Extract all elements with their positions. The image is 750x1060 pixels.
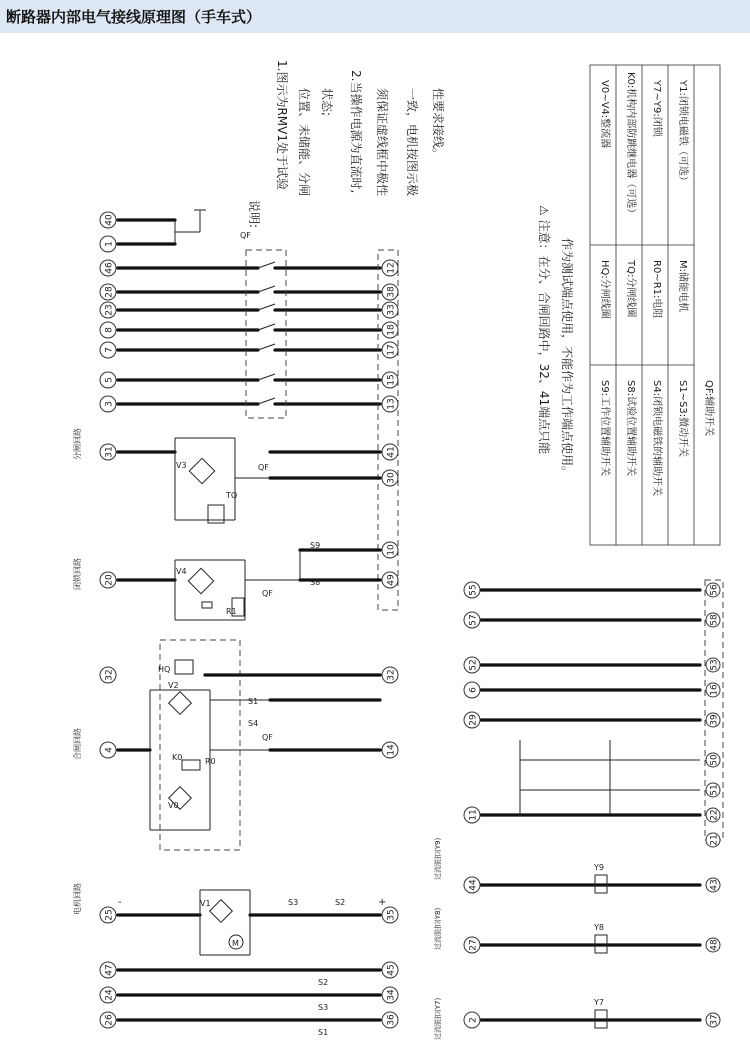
terminal-label: 26 <box>104 1014 115 1026</box>
terminal-label: 45 <box>386 964 397 976</box>
notes-line: 性要求接线。 <box>431 88 445 161</box>
terminal-label: 56 <box>709 584 720 596</box>
legend-cell: S9:工作位置辅助开关 <box>599 380 610 477</box>
terminal-label: 6 <box>468 687 479 693</box>
label-HQ: HQ <box>158 665 171 674</box>
terminal-label: 29 <box>468 714 479 726</box>
bottom-bus-lines <box>118 970 380 1020</box>
label-QF: QF <box>240 231 251 240</box>
terminal-label: 24 <box>104 989 115 1001</box>
terminal-label: 7 <box>104 347 115 353</box>
terminal-label: 35 <box>386 909 397 921</box>
legend-cell: HQ:分闸线圈 <box>599 260 610 319</box>
terminal-label: 31 <box>104 446 115 458</box>
terminal-label: 25 <box>104 909 115 921</box>
legend-cell: R0~R1:电阻 <box>651 260 662 319</box>
terminal-label: 46 <box>104 262 115 274</box>
terminal-label: 21 <box>709 834 720 846</box>
notes-line: 位置、未储能、分闸 <box>297 88 311 197</box>
terminal-label: 57 <box>468 614 479 626</box>
terminal-label: 50 <box>709 754 720 766</box>
label-R1: R1 <box>226 607 237 616</box>
label-QF-open: QF <box>258 463 269 472</box>
label-K0: K0 <box>172 753 183 762</box>
label-motor-circuit: 电机回路 <box>73 883 82 915</box>
label-lock-circuit: 闭锁回路 <box>73 558 82 590</box>
label-V2: V2 <box>168 681 179 690</box>
label-S1b: S1 <box>318 1028 329 1037</box>
label-S3: S3 <box>288 898 299 907</box>
terminal-label: 43 <box>709 879 720 891</box>
label-S8: S8 <box>310 578 321 587</box>
terminal-label: 32 <box>104 669 115 681</box>
terminal-label: 32 <box>386 669 397 681</box>
label-over-Y9: 过流脱扣(Y9) <box>434 837 442 880</box>
terminal-label: 58 <box>709 614 720 626</box>
terminal-label: 22 <box>709 809 720 821</box>
legend-cell: S1~S3:微动开关 <box>677 380 688 458</box>
notes-heading: 说明: <box>247 200 261 229</box>
legend-cell: Y1:闭锁电磁铁（可选） <box>677 80 688 186</box>
label-Y8: Y8 <box>594 923 604 932</box>
terminal-label: 36 <box>386 1014 397 1026</box>
label-V3: V3 <box>176 461 187 470</box>
label-minus: - <box>118 897 122 908</box>
warning-line-2: 作为测试端点使用，不能作为工作端点使用。 <box>560 238 574 479</box>
label-QF-lock: QF <box>262 589 273 598</box>
label-V1: V1 <box>200 899 211 908</box>
label-R0: R0 <box>205 757 216 766</box>
label-S4: S4 <box>248 719 259 728</box>
legend-cell: K0:机构内部防跳继电器（可选） <box>625 72 636 219</box>
label-QF-close: QF <box>262 733 273 742</box>
notes-block <box>247 200 261 228</box>
label-V0: V0 <box>168 801 179 810</box>
terminal-label: 11 <box>468 809 479 821</box>
label-S1: S1 <box>248 697 259 706</box>
label-Y9: Y9 <box>594 863 604 872</box>
legend-cell: TQ:分闸线圈 <box>625 260 636 318</box>
label-V4: V4 <box>176 567 187 576</box>
terminal-label: 23 <box>104 304 115 316</box>
terminal-label: 39 <box>709 714 720 726</box>
legend-cell: S4:闭锁电磁铁的辅助开关 <box>651 380 662 497</box>
terminal-label: 15 <box>386 374 397 386</box>
terminal-label: 55 <box>468 584 479 596</box>
label-close-circuit: 合闸回路 <box>73 728 82 760</box>
notes-line: 状态; <box>320 88 334 117</box>
label-S2: S2 <box>335 898 346 907</box>
terminal-label: 52 <box>468 659 479 671</box>
label-open-circuit: 分闸回路 <box>73 428 82 460</box>
terminal-label: 53 <box>709 659 720 671</box>
legend-cell: Y7~Y9:闭锁 <box>651 80 662 137</box>
terminal-label: 30 <box>386 472 397 484</box>
label-S3b: S3 <box>318 1003 329 1012</box>
terminal-label: 4 <box>104 747 115 753</box>
terminal-label: 40 <box>104 214 115 226</box>
terminal-label: 34 <box>386 989 397 1001</box>
legend-cell: QF:辅助开关 <box>703 380 714 437</box>
terminal-label: 47 <box>104 964 115 976</box>
terminal-label: 13 <box>386 398 397 410</box>
warning-line-1: ⚠ 注意：在分、合闸回路中，32、41端点只能 <box>537 205 551 455</box>
terminal-label: 44 <box>468 879 479 891</box>
aux-switch-network <box>480 580 723 1028</box>
terminal-label: 41 <box>386 446 397 458</box>
terminal-label: 3 <box>104 401 115 407</box>
terminal-label: 8 <box>104 327 115 333</box>
terminal-label: 28 <box>104 286 115 298</box>
label-M: M <box>232 939 239 948</box>
label-over-Y8: 过流脱扣(Y8) <box>434 907 442 950</box>
terminal-label: 38 <box>386 286 397 298</box>
notes-line: 2.当操作电源为直流时, <box>349 70 363 194</box>
terminal-label: 10 <box>386 544 397 556</box>
terminal-label: 2 <box>468 1017 479 1023</box>
label-TQ: TQ <box>226 491 238 500</box>
page-title: 断路器内部电气接线原理图（手车式） <box>6 8 262 26</box>
label-Y7: Y7 <box>594 998 604 1007</box>
terminal-label: 17 <box>386 344 397 356</box>
terminal-label: 14 <box>386 744 397 756</box>
label-S9: S9 <box>310 541 321 550</box>
terminal-label: 27 <box>468 939 479 951</box>
label-plus: + <box>378 897 387 908</box>
terminal-label: 49 <box>386 574 397 586</box>
terminal-label: 48 <box>709 939 720 951</box>
terminal-label: 51 <box>709 784 720 796</box>
label-over-Y7: 过流脱扣(Y7) <box>434 997 442 1040</box>
terminal-label: 5 <box>104 377 115 383</box>
terminal-label: 18 <box>386 324 397 336</box>
notes-line: 一致，电机按图示极 <box>405 88 419 197</box>
legend-cell: M:储能电机 <box>677 260 688 312</box>
terminal-label: 20 <box>104 574 115 586</box>
notes-line: 1.图示为RMV1处于试验 <box>275 60 289 190</box>
notes-line: 须保证虚线框中极性 <box>375 88 389 197</box>
terminal-label: 33 <box>386 304 397 316</box>
lock-circuit <box>118 550 380 620</box>
legend-cell: S8:试验位置辅助开关 <box>625 380 636 477</box>
open-circuit <box>118 438 380 523</box>
terminal-label: 1 <box>104 241 115 247</box>
terminal-label: 16 <box>709 684 720 696</box>
terminal-label: 12 <box>386 262 397 274</box>
terminal-label: 37 <box>709 1014 720 1026</box>
legend-cell: V0~V4:整流器 <box>599 80 610 149</box>
label-S2b: S2 <box>318 978 329 987</box>
